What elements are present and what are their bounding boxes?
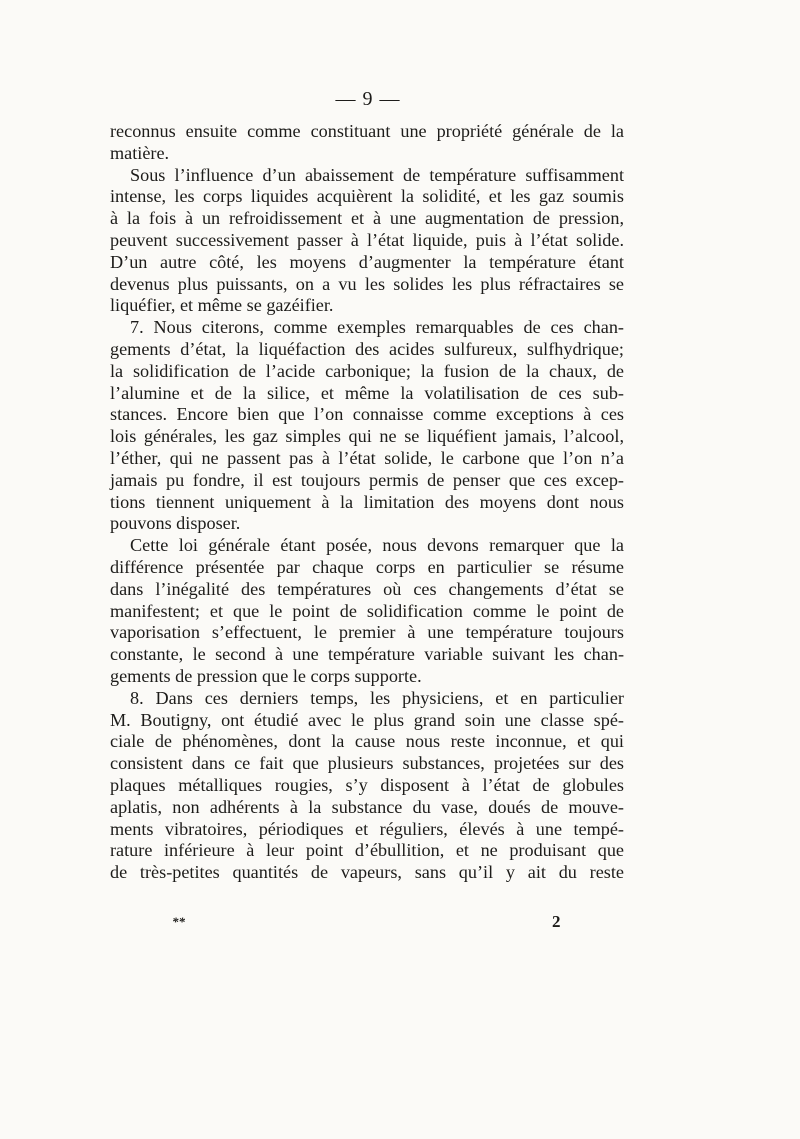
text-line: 7. Nous citerons, comme exemples remarquables de ces chan- xyxy=(130,317,624,338)
text-line: gements de pression que le corps supporte. xyxy=(110,665,422,686)
signature-number: 2 xyxy=(552,912,561,931)
text-line: vaporisation s’effectuent, le premier à une température toujours xyxy=(110,622,624,643)
text-line: manifestent; et que le point de solidification comme le point de xyxy=(110,600,624,621)
text-line: stances. Encore bien que l’on connaisse comme exceptions à ces xyxy=(110,404,624,425)
text-line: constante, le second à une température variable suivant les chan- xyxy=(110,644,624,665)
text-line: 8. Dans ces derniers temps, les physiciens, et en particulier xyxy=(130,687,624,708)
text-line: devenus plus puissants, on a vu les solides les plus réfractaires se xyxy=(110,273,624,294)
text-line: ciale de phénomènes, dont la cause nous reste inconnue, et qui xyxy=(110,731,624,752)
text-line: matière. xyxy=(110,142,170,163)
text-line: jamais pu fondre, il est toujours permis de penser que ces excep- xyxy=(110,469,624,490)
text-line: l’alumine et de la silice, et même la volatilisation de ces sub- xyxy=(110,382,624,403)
text-line: intense, les corps liquides acquièrent la solidité, et les gaz soumis xyxy=(110,186,624,207)
text-line: dans l’inégalité des températures où ces changements d’état se xyxy=(110,578,624,599)
text-line: ments vibratoires, périodiques et réguliers, élevés à une tempé- xyxy=(110,818,624,839)
body-text xyxy=(110,121,624,884)
text-line: D’un autre côté, les moyens d’augmenter la température étant xyxy=(110,251,624,272)
text-line: aplatis, non adhérents à la substance du vase, doués de mouve- xyxy=(110,796,624,817)
page-number: — 9 — xyxy=(335,88,401,110)
text-line: à la fois à un refroidissement et à une augmentation de pression, xyxy=(110,208,624,229)
footer-mark: ** xyxy=(172,914,185,929)
text-line: liquéfier, et même se gazéifier. xyxy=(110,295,334,316)
text-line: consistent dans ce fait que plusieurs substances, projetées sur des xyxy=(110,753,624,774)
text-line: Sous l’influence d’un abaissement de température suffisamment xyxy=(130,164,624,185)
text-line: rature inférieure à leur point d’ébullition, et ne produisant que xyxy=(110,840,624,861)
text-line: tions tiennent uniquement à la limitation des moyens dont nous xyxy=(110,491,624,512)
text-line: peuvent successivement passer à l’état liquide, puis à l’état solide. xyxy=(110,229,624,250)
text-line: M. Boutigny, ont étudié avec le plus grand soin une classe spé- xyxy=(110,709,624,730)
text-line: de très-petites quantités de vapeurs, sans qu’il y ait du reste xyxy=(110,862,624,883)
text-line: l’éther, qui ne passent pas à l’état solide, le carbone que l’on n’a xyxy=(110,447,624,468)
text-line: lois générales, les gaz simples qui ne se liquéfient jamais, l’alcool, xyxy=(110,426,624,447)
text-line: reconnus ensuite comme constituant une propriété générale de la xyxy=(110,121,624,141)
text-line: pouvons disposer. xyxy=(110,513,241,534)
text-line: Cette loi générale étant posée, nous devons remarquer que la xyxy=(130,535,624,556)
text-line: plaques métalliques rougies, s’y disposent à l’état de globules xyxy=(110,774,624,795)
text-line: gements d’état, la liquéfaction des acides sulfureux, sulfhydrique; xyxy=(110,338,624,359)
text-line: différence présentée par chaque corps en particulier se résume xyxy=(110,556,624,577)
text-line: la solidification de l’acide carbonique; la fusion de la chaux, de xyxy=(110,360,624,381)
